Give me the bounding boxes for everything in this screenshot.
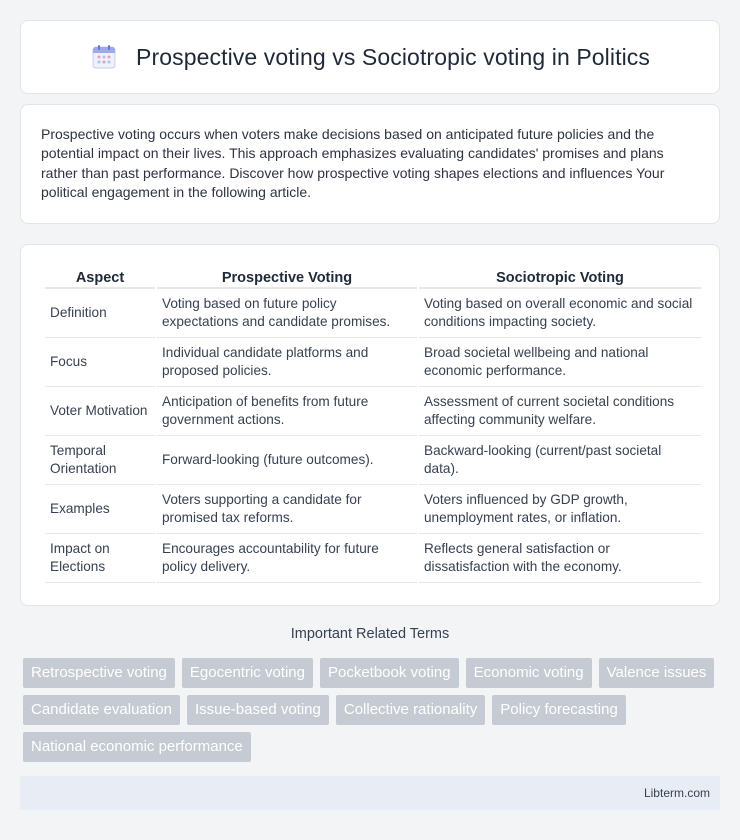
related-term-tag[interactable]: Valence issues bbox=[599, 658, 715, 688]
related-term-tag[interactable]: Policy forecasting bbox=[492, 695, 626, 725]
cell-aspect: Temporal Orientation bbox=[45, 436, 155, 485]
cell-sociotropic: Voters influenced by GDP growth, unemployment rates, or inflation. bbox=[419, 485, 701, 534]
cell-sociotropic: Assessment of current societal conditions affecting community welfare. bbox=[419, 387, 701, 436]
header-aspect: Aspect bbox=[45, 265, 155, 289]
cell-prospective: Anticipation of benefits from future government actions. bbox=[157, 387, 417, 436]
related-term-tag[interactable]: Candidate evaluation bbox=[23, 695, 180, 725]
cell-prospective: Individual candidate platforms and proposed policies. bbox=[157, 338, 417, 387]
header-sociotropic: Sociotropic Voting bbox=[419, 265, 701, 289]
related-term-tag[interactable]: Issue-based voting bbox=[187, 695, 329, 725]
cell-prospective: Encourages accountability for future policy delivery. bbox=[157, 534, 417, 583]
header-card bbox=[20, 20, 720, 94]
related-term-tag[interactable]: Economic voting bbox=[466, 658, 592, 688]
intro-text: Prospective voting occurs when voters make decisions based on anticipated future policies and the potential impact on their lives. This approach emphasizes evaluating candidates' promises and plans rather than past performance. Discover how prospective voting shapes elections and influences Your political engagement in the following article. bbox=[41, 126, 665, 201]
related-term-tag[interactable]: National economic performance bbox=[23, 732, 251, 762]
calendar-icon bbox=[90, 43, 118, 71]
cell-aspect: Definition bbox=[45, 289, 155, 338]
comparison-table-card bbox=[20, 244, 720, 606]
related-term-tag[interactable]: Collective rationality bbox=[336, 695, 485, 725]
cell-sociotropic: Broad societal wellbeing and national economic performance. bbox=[419, 338, 701, 387]
related-terms-title: Important Related Terms bbox=[290, 626, 450, 642]
cell-sociotropic: Voting based on overall economic and social conditions impacting society. bbox=[419, 289, 701, 338]
cell-aspect: Impact on Elections bbox=[45, 534, 155, 583]
footer-brand-link[interactable]: Libterm.com bbox=[643, 786, 710, 800]
table-header-row bbox=[45, 265, 701, 289]
table-row bbox=[45, 338, 701, 387]
table-row bbox=[45, 289, 701, 338]
comparison-table bbox=[43, 265, 703, 583]
header-prospective: Prospective Voting bbox=[157, 265, 417, 289]
cell-sociotropic: Reflects general satisfaction or dissatisfaction with the economy. bbox=[419, 534, 701, 583]
cell-aspect: Examples bbox=[45, 485, 155, 534]
cell-prospective: Forward-looking (future outcomes). bbox=[157, 436, 417, 485]
table-row bbox=[45, 387, 701, 436]
cell-aspect: Voter Motivation bbox=[45, 387, 155, 436]
header bbox=[90, 43, 650, 71]
page-title: Prospective voting vs Sociotropic voting in Politics bbox=[136, 43, 650, 70]
table-row bbox=[45, 485, 701, 534]
cell-prospective: Voters supporting a candidate for promised tax reforms. bbox=[157, 485, 417, 534]
related-term-tag[interactable]: Egocentric voting bbox=[182, 658, 313, 688]
related-term-tag[interactable]: Pocketbook voting bbox=[320, 658, 459, 688]
cell-aspect: Focus bbox=[45, 338, 155, 387]
table-row bbox=[45, 534, 701, 583]
related-term-tag[interactable]: Retrospective voting bbox=[23, 658, 175, 688]
cell-prospective: Voting based on future policy expectations and candidate promises. bbox=[157, 289, 417, 338]
footer bbox=[20, 776, 720, 810]
table-row bbox=[45, 436, 701, 485]
related-terms-list bbox=[23, 658, 723, 762]
intro-card bbox=[20, 104, 720, 224]
cell-sociotropic: Backward-looking (current/past societal data). bbox=[419, 436, 701, 485]
